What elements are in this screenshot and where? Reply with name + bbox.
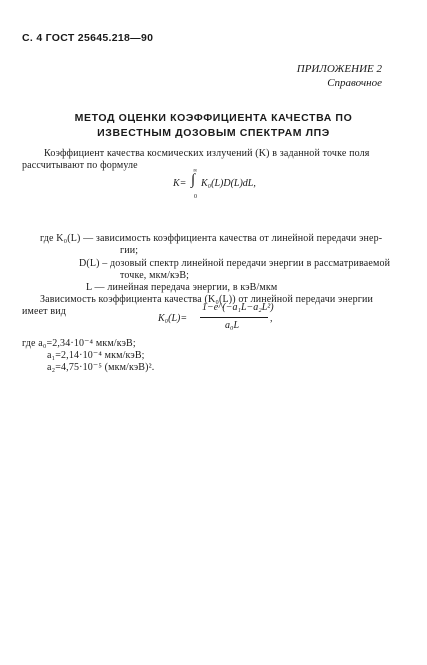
coefficient-a0: где a₀=2,34·10⁻⁴ мкм/кэВ; — [22, 338, 136, 349]
appendix-block — [297, 62, 382, 90]
definition-k0-line2: гии; — [120, 245, 139, 256]
formula-1-lhs: K= — [173, 178, 187, 189]
appendix-subtitle: Справочное — [327, 77, 382, 89]
dependence-line2: имеет вид — [22, 306, 66, 317]
page-header: С. 4 ГОСТ 25645.218—90 — [22, 32, 154, 44]
dependence-line1: Зависимость коэффициента качества (K₀(L)) от линейной передачи энергии — [40, 294, 373, 305]
definition-k0-line1: где K₀(L) — зависимость коэффициента качества от линейной передачи энер- — [40, 233, 383, 244]
section-title-line2: ИЗВЕСТНЫМ ДОЗОВЫМ СПЕКТРАМ ЛПЭ — [97, 127, 330, 139]
intro-line1: Коэффициент качества космических излучений (K) в заданной точке поля — [44, 148, 370, 159]
formula-1-integral-sign: ∫ — [191, 172, 196, 188]
formula-2-denominator: a₀L — [225, 320, 240, 331]
definition-d-line1: D(L) – дозовый спектр линейной передачи энергии в рассматриваемой — [79, 258, 391, 269]
intro-line2: рассчитывают по формуле — [22, 160, 138, 171]
definition-l: L — линейная передача энергии, в кэВ/мкм — [86, 282, 278, 293]
formula-1-upper-limit: ∞ — [193, 168, 198, 174]
coefficient-a1: a₁=2,14·10⁻⁴ мкм/кэВ; — [47, 350, 145, 361]
appendix-title: ПРИЛОЖЕНИЕ 2 — [296, 63, 382, 75]
formula-1-lower-limit: 0 — [194, 194, 197, 200]
coefficient-a2: a₂=4,75·10⁻⁵ (мкм/кэВ)². — [47, 362, 155, 373]
definition-d-line2: точке, мкм/кэВ; — [120, 270, 190, 281]
formula-1-rhs: K₀(L)D(L)dL, — [201, 178, 256, 189]
formula-2-fraction-bar — [200, 317, 268, 318]
formula-2-numerator: 1−e^(−a₁L−a₂L²) — [202, 302, 274, 313]
formula-2-lhs: K₀(L)= — [158, 313, 188, 324]
section-title-line1: МЕТОД ОЦЕНКИ КОЭФФИЦИЕНТА КАЧЕСТВА ПО — [74, 112, 353, 124]
formula-2-trail: , — [270, 313, 273, 324]
